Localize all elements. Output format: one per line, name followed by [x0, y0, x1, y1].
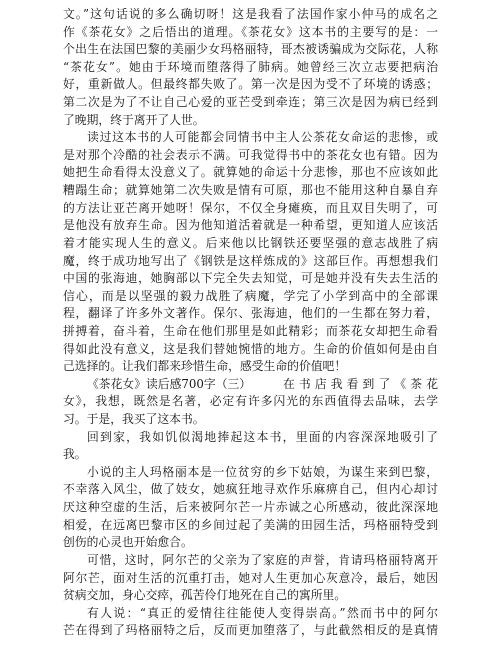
text-line: 有人说：“真正的爱情往往能使人变得崇高。”然而书中的阿尔 [87, 605, 438, 620]
text-line: 魔，终于成功地写出了《钢铁是这样炼成的》这部巨作。再想想我们 [63, 253, 438, 268]
text-line: “茶花女”。她由于环境而堕落得了肺病。她曾经三次立志要把病治 [63, 59, 438, 74]
text-line: 我。 [63, 447, 87, 462]
text-line: 她把生命看得太没意义了。就算她的命运十分悲惨，那也不应该如此 [63, 165, 438, 180]
text-line: 得如此没有意义，这是我们替她惋惜的地方。生命的价值如何是由自 [63, 341, 438, 356]
text-line: 着才能实现人生的意义。后来他以比钢铁还要坚强的意志战胜了病 [63, 235, 438, 250]
text-line: 习。于是，我买了这本书。 [63, 412, 205, 427]
text-line: 是他没有放弃生命。因为他知道活着就是一种希望，更知道人应该活 [63, 218, 438, 233]
text-line: 贫病交加，身心交瘁，孤苦伶仃地死在自己的寓所里。 [63, 588, 347, 603]
text-line: 是对那个冷酷的社会表示不满。可我觉得书中的茶花女也有错。因为 [63, 147, 438, 162]
document-page [63, 6, 438, 640]
text-line: 芒在得到了玛格丽特之后，反而更加堕落了，与此截然相反的是真情 [63, 623, 438, 638]
text-line: 信心，而是以坚强的毅力战胜了病魔，学完了小学到高中的全部课 [63, 288, 438, 303]
text-line: 的方法让亚芒离开她呀！保尔，不仅全身瘫痪，而且双目失明了，可 [63, 200, 438, 215]
text-line: 第二次是为了不让自己心爱的亚芒受到牵连；第三次是因为病已经到 [63, 95, 438, 110]
text-line: 相爱，在远离巴黎市区的乡间过起了美满的田园生活，玛格丽特受到 [63, 517, 438, 532]
text-line: 拼搏着，奋斗着，生命在他们那里是如此精彩；而茶花女却把生命看 [63, 323, 438, 338]
text-line: 作《茶花女》之后悟出的道理。《茶花女》这本书的主要写的是：一 [63, 24, 438, 39]
text-line: 不幸落入风尘，做了妓女，她疯狂地寻欢作乐麻痹自己，但内心却讨 [63, 482, 438, 497]
text-line: 中国的张海迪，她胸部以下完全失去知觉，可是她并没有失去生活的 [63, 271, 438, 286]
text-line: 糟蹋生命；就算她第二次失败是情有可原，那也不能用这种自暴自弃 [63, 183, 438, 198]
text-line: 可惜，这时，阿尔芒的父亲为了家庭的声誉，肯请玛格丽特离开 [87, 552, 438, 567]
text-line: 己选择的。让我们都来珍惜生命，感受生命的价值吧！ [63, 359, 347, 374]
text-line: 好，重新做人。但最终都失败了。第一次是因为受不了环境的诱惑； [63, 77, 438, 92]
text-line: 文。”这句话说的多么确切呀！这是我看了法国作家小仲马的成名之 [63, 7, 438, 21]
text-line: 读过这本书的人可能都会同情书中主人公茶花女命运的悲惨，或 [87, 130, 438, 145]
text-line: 阿尔芒，面对生活的沉重打击，她对人生更加心灰意冷，最后，她因 [63, 570, 438, 585]
text-line: 程，翻译了许多外文著作。保尔、张海迪，他们的一生都在努力着， [63, 306, 438, 321]
section-title-line [63, 376, 438, 394]
text-line: 厌这种空虚的生活，后来被阿尔芒一片赤诚之心所感动，彼此深深地 [63, 500, 438, 515]
text-line: 在书店我看到了《茶花 [283, 376, 438, 391]
text-line: 个出生在法国巴黎的美丽少女玛格丽特，哥杰被诱骗成为交际花，人称 [63, 42, 438, 57]
text-line: 创伤的心灵也开始愈合。 [63, 535, 193, 550]
text-line: 小说的主人玛格丽本是一位贫穷的乡下姑娘，为谋生来到巴黎， [87, 464, 438, 479]
text-line: 回到家，我如饥似渴地捧起这本书，里面的内容深深地吸引了 [87, 429, 438, 444]
text-line: 了晚期，终于离开了人世。 [63, 112, 205, 127]
text-line: 女》，我想，既然是名著，必定有许多闪光的东西值得去品味，去学 [63, 394, 438, 409]
section-title: 《茶花女》读后感700字（三） [87, 376, 252, 391]
